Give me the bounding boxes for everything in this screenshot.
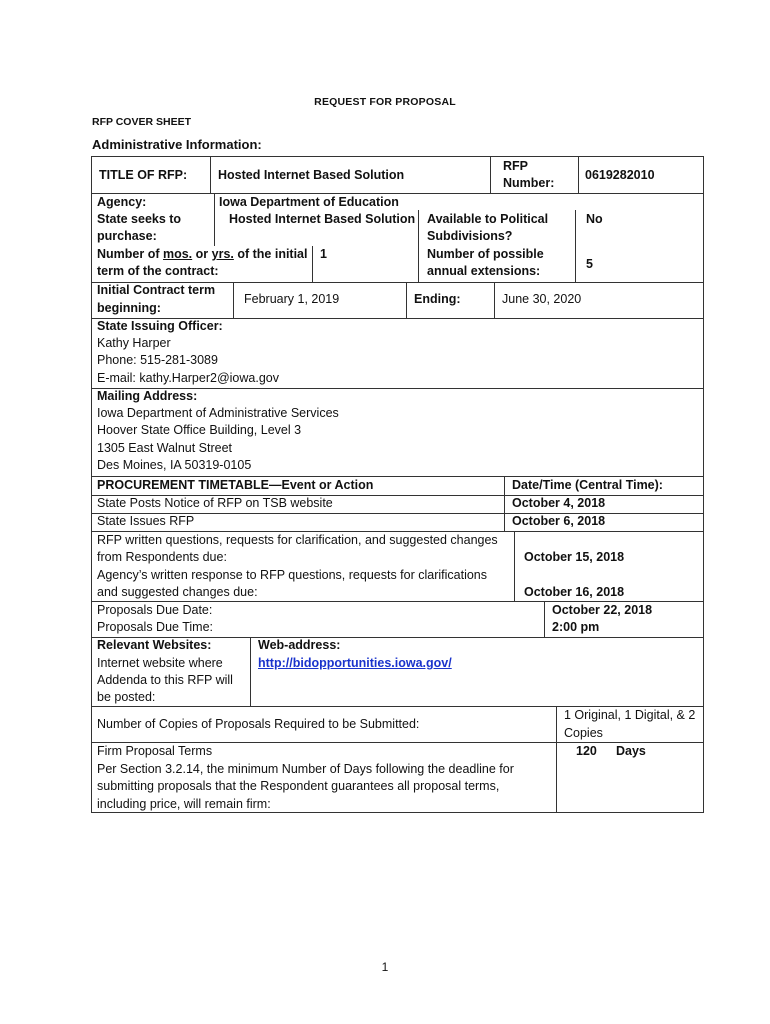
- website-description: be posted:: [97, 690, 156, 704]
- political-subdivisions-label: Subdivisions?: [427, 229, 513, 243]
- column-divider: [490, 156, 491, 193]
- officer-email: E-mail: kathy.Harper2@iowa.gov: [97, 371, 279, 385]
- rfp-title-value: Hosted Internet Based Solution: [218, 168, 405, 182]
- column-divider: [578, 156, 579, 193]
- column-divider: [312, 246, 313, 282]
- copies-label: Number of Copies of Proposals Required to be Submitted:: [97, 717, 420, 731]
- timetable-event: RFP written questions, requests for clarification, and suggested changes: [97, 533, 498, 547]
- rfp-number-value: 0619282010: [585, 168, 655, 182]
- timetable-date: October 16, 2018: [524, 585, 625, 599]
- agency-label: Agency:: [97, 195, 147, 209]
- firm-terms-description: submitting proposals that the Respondent guarantees all proposal terms,: [97, 779, 500, 793]
- firm-terms-description: Per Section 3.2.14, the minimum Number of Days following the deadline for: [97, 762, 514, 776]
- column-divider: [575, 210, 576, 282]
- timetable-event: from Respondents due:: [97, 550, 227, 564]
- firm-days-unit: Days: [616, 744, 646, 758]
- firm-terms-description: including price, will remain firm:: [97, 797, 271, 811]
- column-divider: [544, 601, 545, 637]
- timetable-date: October 4, 2018: [512, 496, 606, 510]
- column-divider: [233, 282, 234, 318]
- addenda-website-link[interactable]: http://bidopportunities.iowa.gov/: [258, 656, 452, 670]
- extensions-label: Number of possible: [427, 247, 544, 261]
- term-label-suffix: of the initial: [233, 247, 308, 261]
- rfp-number-label: RFP: [503, 159, 528, 173]
- extensions-value: 5: [586, 257, 593, 271]
- column-divider: [250, 637, 251, 706]
- timetable-event: Agency’s written response to RFP questions, requests for clarifications: [97, 568, 488, 582]
- purchase-label: State seeks to: [97, 212, 182, 226]
- political-subdivisions-label: Available to Political: [427, 212, 549, 226]
- purchase-label: purchase:: [97, 229, 157, 243]
- proposals-due-date-label: Proposals Due Date:: [97, 603, 213, 617]
- term-label: term of the contract:: [97, 264, 219, 278]
- term-label-yrs: yrs.: [211, 247, 234, 261]
- column-divider: [504, 476, 505, 531]
- copies-value: Copies: [564, 726, 603, 740]
- contract-start-value: February 1, 2019: [244, 292, 340, 306]
- extensions-label: annual extensions:: [427, 264, 541, 278]
- agency-value: Iowa Department of Education: [219, 195, 399, 209]
- mailing-address-line: 1305 East Walnut Street: [97, 441, 233, 455]
- rfp-title-label: TITLE OF RFP:: [99, 168, 188, 182]
- column-divider: [556, 706, 557, 813]
- contract-start-label: beginning:: [97, 301, 161, 315]
- contract-end-label: Ending:: [414, 292, 461, 306]
- political-subdivisions-value: No: [586, 212, 603, 226]
- term-label-mos: mos.: [162, 247, 193, 261]
- document-title: REQUEST FOR PROPOSAL: [314, 96, 456, 108]
- column-divider: [418, 210, 419, 282]
- firm-terms-heading: Firm Proposal Terms: [97, 744, 213, 758]
- term-label-prefix: Number of: [97, 247, 163, 261]
- rfp-number-label: Number:: [503, 176, 555, 190]
- purchase-value: Hosted Internet Based Solution: [229, 212, 416, 226]
- timetable-date: October 15, 2018: [524, 550, 625, 564]
- mailing-address-heading: Mailing Address:: [97, 389, 198, 403]
- timetable-event: State Issues RFP: [97, 514, 195, 528]
- proposals-due-time: 2:00 pm: [552, 620, 600, 634]
- column-divider: [210, 156, 211, 193]
- cover-sheet-heading: RFP COVER SHEET: [92, 116, 191, 128]
- officer-phone: Phone: 515-281-3089: [97, 353, 218, 367]
- page-number: 1: [381, 960, 389, 974]
- mailing-address-line: Iowa Department of Administrative Services: [97, 406, 339, 420]
- timetable-event: and suggested changes due:: [97, 585, 258, 599]
- website-description: Addenda to this RFP will: [97, 673, 233, 687]
- timetable-event-header: PROCUREMENT TIMETABLE—Event or Action: [97, 478, 374, 492]
- web-address-header: Web-address:: [258, 638, 341, 652]
- proposals-due-time-label: Proposals Due Time:: [97, 620, 214, 634]
- contract-end-value: June 30, 2020: [502, 292, 582, 306]
- relevant-websites-label: Relevant Websites:: [97, 638, 212, 652]
- firm-days-value: 120: [576, 744, 597, 758]
- column-divider: [406, 282, 407, 318]
- timetable-event: State Posts Notice of RFP on TSB website: [97, 496, 333, 510]
- term-label-or: or: [192, 247, 212, 261]
- admin-info-heading: Administrative Information:: [92, 137, 262, 152]
- officer-name: Kathy Harper: [97, 336, 171, 350]
- term-label: [97, 246, 307, 264]
- proposals-due-date: October 22, 2018: [552, 603, 653, 617]
- term-value: 1: [320, 247, 327, 261]
- mailing-address-line: Des Moines, IA 50319-0105: [97, 458, 252, 472]
- copies-value: 1 Original, 1 Digital, & 2: [564, 708, 696, 722]
- column-divider: [494, 282, 495, 318]
- issuing-officer-heading: State Issuing Officer:: [97, 319, 223, 333]
- website-description: Internet website where: [97, 656, 223, 670]
- contract-start-label: Initial Contract term: [97, 283, 216, 297]
- column-divider: [214, 193, 215, 246]
- column-divider: [514, 531, 515, 601]
- mailing-address-line: Hoover State Office Building, Level 3: [97, 423, 302, 437]
- timetable-date-header: Date/Time (Central Time):: [512, 478, 663, 492]
- timetable-date: October 6, 2018: [512, 514, 606, 528]
